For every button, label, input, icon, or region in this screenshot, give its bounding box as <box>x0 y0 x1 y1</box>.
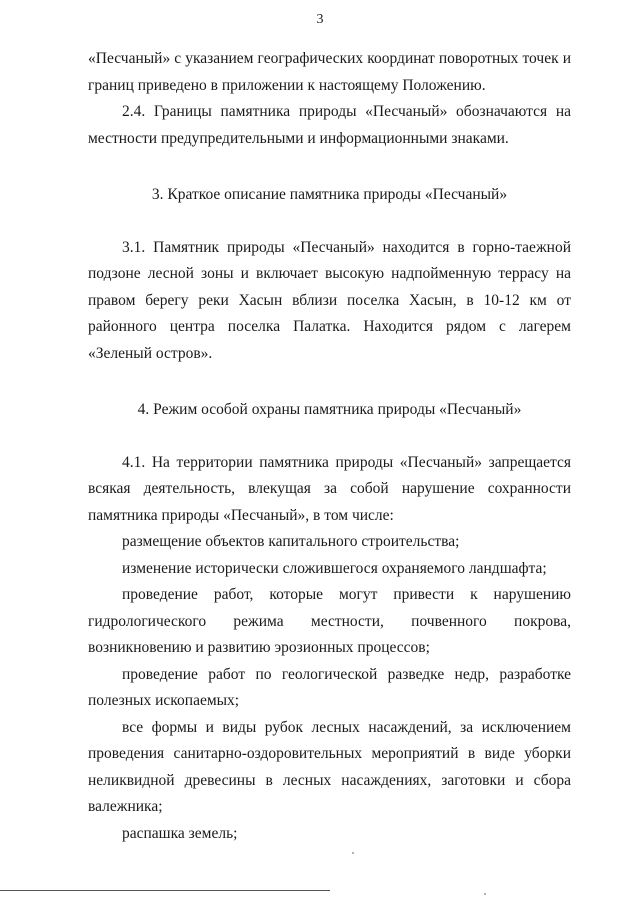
section-4-heading: 4. Режим особой охраны памятника природы «Песчаный» <box>137 401 522 418</box>
paragraph-boundaries-annex: «Песчаный» с указанием географических координат поворотных точек и границ приведено в приложении к настоящему Положению. <box>88 50 571 94</box>
scan-speck <box>352 852 354 854</box>
scan-edge-line <box>0 890 330 891</box>
list-item: все формы и виды рубок лесных насаждений, за исключением проведения санитарно-оздоровительных мероприятий в виде уборки неликвидной древесины в лесных насаждениях, заготовки и сбора валежника; <box>88 718 571 815</box>
list-item: проведение работ, которые могут привести к нарушению гидрологического режима местности, почвенного покрова, возникновению и развитию эрозионных процессов; <box>88 586 571 656</box>
paragraph-3-1: 3.1. Памятник природы «Песчаный» находится в горно-таежной подзоне лесной зоны и включает высокую надпойменную террасу на правом берегу реки Хасын вблизи поселка Хасын, в 10-12 км от районного центра поселка Палатка. Находится рядом с лагерем «Зеленый остров». <box>88 238 571 362</box>
scan-speck <box>484 893 486 895</box>
paragraph-4-1: 4.1. На территории памятника природы «Песчаный» запрещается всякая деятельность, влекущая за собой нарушение сохранности памятника природы «Песчаный», в том числе: <box>88 453 571 524</box>
page-number: 3 <box>316 12 324 27</box>
list-item: размещение объектов капитального строительства; <box>122 533 460 550</box>
list-item: распашка земель; <box>122 824 238 842</box>
document-body <box>88 46 571 847</box>
paragraph-2-4: 2.4. Границы памятника природы «Песчаный» обозначаются на местности предупредительными и информационными знаками. <box>88 103 571 147</box>
section-3-heading: 3. Краткое описание памятника природы «Песчаный» <box>151 186 508 203</box>
list-item: проведение работ по геологической разведке недр, разработке полезных ископаемых; <box>88 665 571 709</box>
list-item: изменение исторически сложившегося охраняемого ландшафта; <box>122 559 547 577</box>
